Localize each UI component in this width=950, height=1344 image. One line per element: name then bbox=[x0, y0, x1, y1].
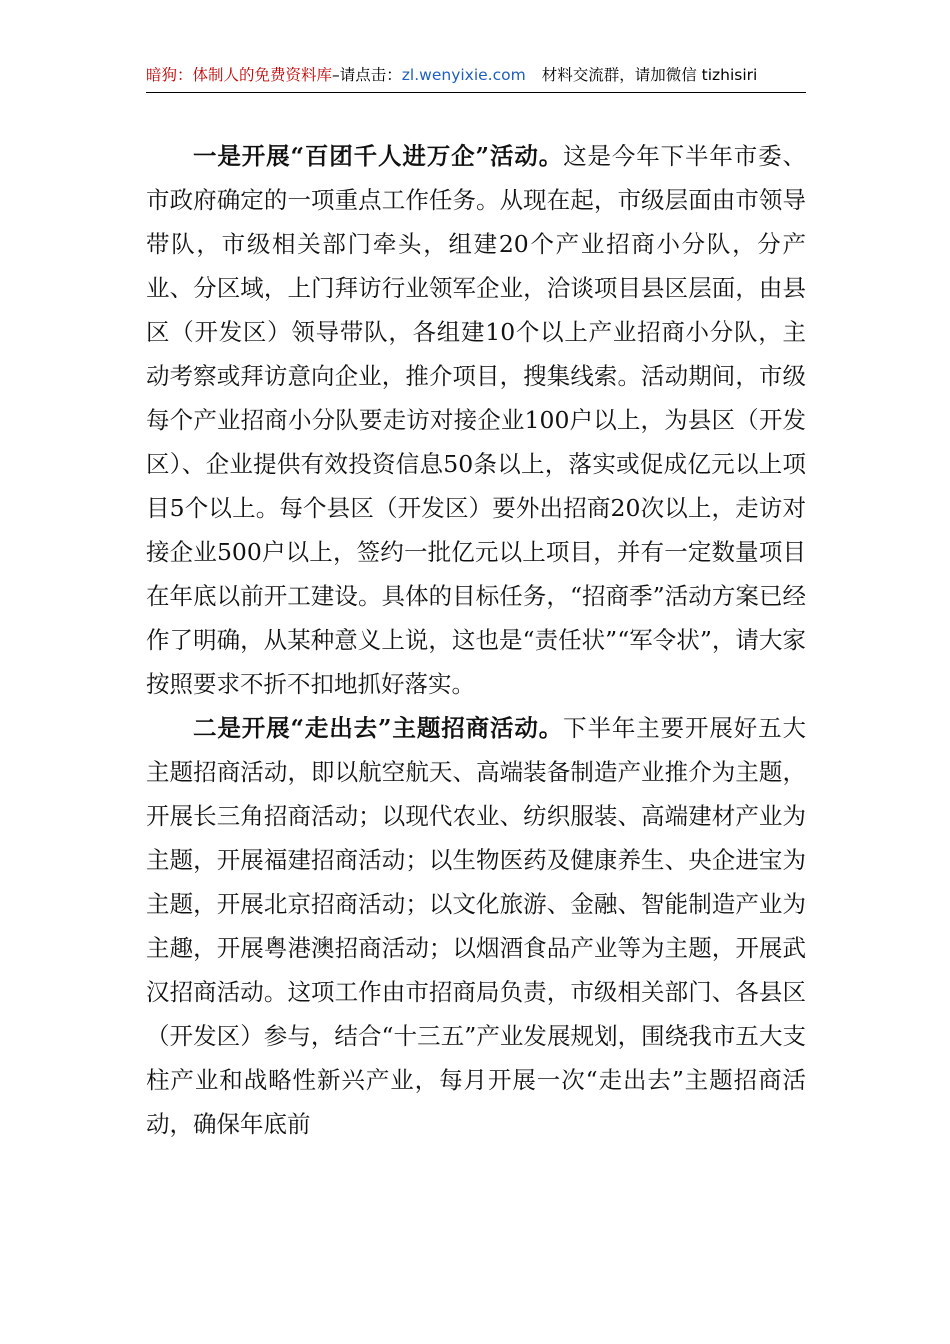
header-group-note: 材料交流群，请加微信 tizhisiri bbox=[541, 66, 758, 84]
paragraph-1-body: 这是今年下半年市委、市政府确定的一项重点工作任务。从现在起，市级层面由市领导带队，市级相关部门牵头，组建20个产业招商小分队，分产业、分区域，上门拜访行业领军企业，洽谈项目县区层面，由县区（开发区）领导带队，各组建10个以上产业招商小分队，主动考察或拜访意向企业，推介项目，搜集线索。活动期间，市级每个产业招商小分队要走访对接企业100户以上，为县区（开发区）、企业提供有效投资信息50条以上，落实或促成亿元以上项目5个以上。每个县区（开发区）要外出招商20次以上，走访对接企业500户以上，签约一批亿元以上项目，并有一定数量项目在年底以前开工建设。具体的目标任务，“招商季”活动方案已经作了明确，从某种意义上说，这也是“责任状”“军令状”，请大家按照要求不折不扣地抓好落实。 bbox=[146, 142, 806, 698]
paragraph-2-body: 下半年主要开展好五大主题招商活动，即以航空航天、高端装备制造产业推介为主题，开展长三角招商活动；以现代农业、纺织服装、高端建材产业为主题，开展福建招商活动；以生物医药及健康养生、央企进宝为主题，开展北京招商活动；以文化旅游、金融、智能制造产业为主趣，开展粤港澳招商活动；以烟酒食品产业等为主题，开展武汉招商活动。这项工作由市招商局负责，市级相关部门、各县区（开发区）参与，结合“十三五”产业发展规划，围绕我市五大支柱产业和战略性新兴产业，每月开展一次“走出去”主题招商活动，确保年底前 bbox=[146, 714, 806, 1138]
header-site-name: 暗狗：体制人的免费资料库 bbox=[146, 66, 333, 84]
paragraph-2 bbox=[146, 706, 806, 1146]
document-body bbox=[146, 134, 806, 1146]
page-header bbox=[146, 60, 806, 93]
header-url-link[interactable]: zl.wenyixie.com bbox=[401, 66, 526, 84]
paragraph-1 bbox=[146, 134, 806, 706]
paragraph-1-lead: 一是开展“百团千人进万企”活动。 bbox=[193, 142, 564, 170]
paragraph-2-lead: 二是开展“走出去”主题招商活动。 bbox=[193, 714, 564, 742]
header-click-label: –请点击： bbox=[332, 66, 402, 84]
